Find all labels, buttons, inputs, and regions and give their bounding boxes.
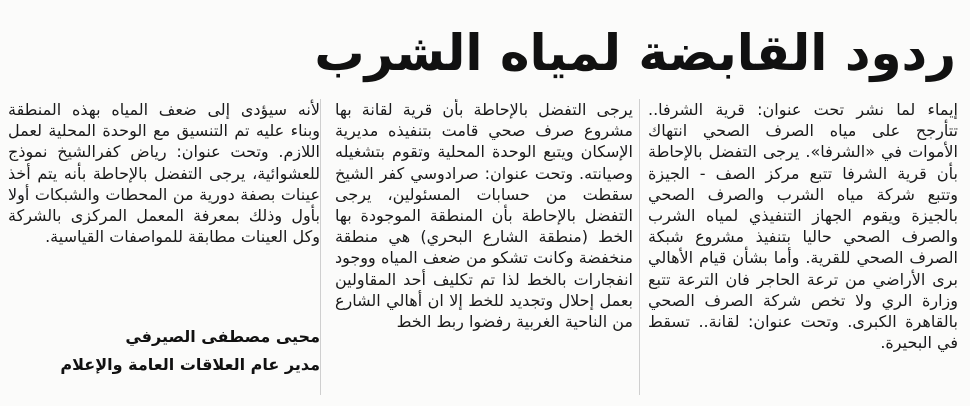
column-divider bbox=[639, 99, 640, 395]
signature-name: محيى مصطفى الصيرفي bbox=[125, 327, 320, 346]
headline: ردود القابضة لمياه الشرب bbox=[314, 24, 956, 82]
signature-title: مدير عام العلاقات العامة والإعلام bbox=[60, 355, 320, 374]
article-column-middle bbox=[335, 99, 633, 399]
article-column-left bbox=[8, 99, 320, 299]
column-right-text: إيماء لما نشر تحت عنوان: قرية الشرفا.. تتأرجح على مياه الصرف الصحي انتهاك الأموات في «الشرفا». يرجى التفضل بالإحاطة بأن قرية الشرفا تتبع مركز الصف - الجيزة وتتبع شركة مياه الشرب والصرف الصحي بالجيزة ويقوم الجهاز التنفيذي لمياه الشرب والصرف الصحي حاليا بتنفيذ مشروع شبكة الصرف الصحي للقرية. وأما بشأن قيام الأهالي برى الأراضي من ترعة الحاجر فان الترعة تتبع وزارة الري ولا تخص شركة الصرف الصحي بالقاهرة الكبرى. وتحت عنوان: لقانة.. تسقط في البحيرة. bbox=[648, 100, 958, 353]
column-left-text: لأنه سيؤدى إلى ضعف المياه بهذه المنطقة وبناء عليه تم التنسيق مع الوحدة المحلية لعمل اللازم. وتحت عنوان: رياض كفرالشيخ نموذج للعشوائية، يرجى التفضل بالإحاطة بأنه يتم أخذ عينات بصفة دورية من المحطات والشبكات أولا بأول وذلك بمعرفة المعمل المركزى بالشركة وكل العينات مطابقة للمواصفات القياسية. bbox=[8, 100, 320, 247]
column-middle-text: يرجى التفضل بالإحاطة بأن قرية لقانة بها مشروع صرف صحي قامت بتنفيذه مديرية الإسكان ويتبع الوحدة المحلية وتقوم بتشغيله وصيانته. وتحت عنوان: صرادوسي كفر الشيخ سقطت من حسابات المسئولين، يرجى التفضل بالإحاطة بأن المنطقة الموجودة بها الخط (منطقة الشارع البحري) هي منطقة منخفضة وكانت تشكو من ضعف المياه ووجود انفجارات بالخط لذا تم تكليف أحد المقاولين بعمل إحلال وتجديد للخط إلا ان أهالي الشارع من الناحية الغربية رفضوا ربط الخط bbox=[335, 100, 633, 332]
column-divider bbox=[320, 99, 321, 395]
article-column-right bbox=[648, 99, 958, 399]
